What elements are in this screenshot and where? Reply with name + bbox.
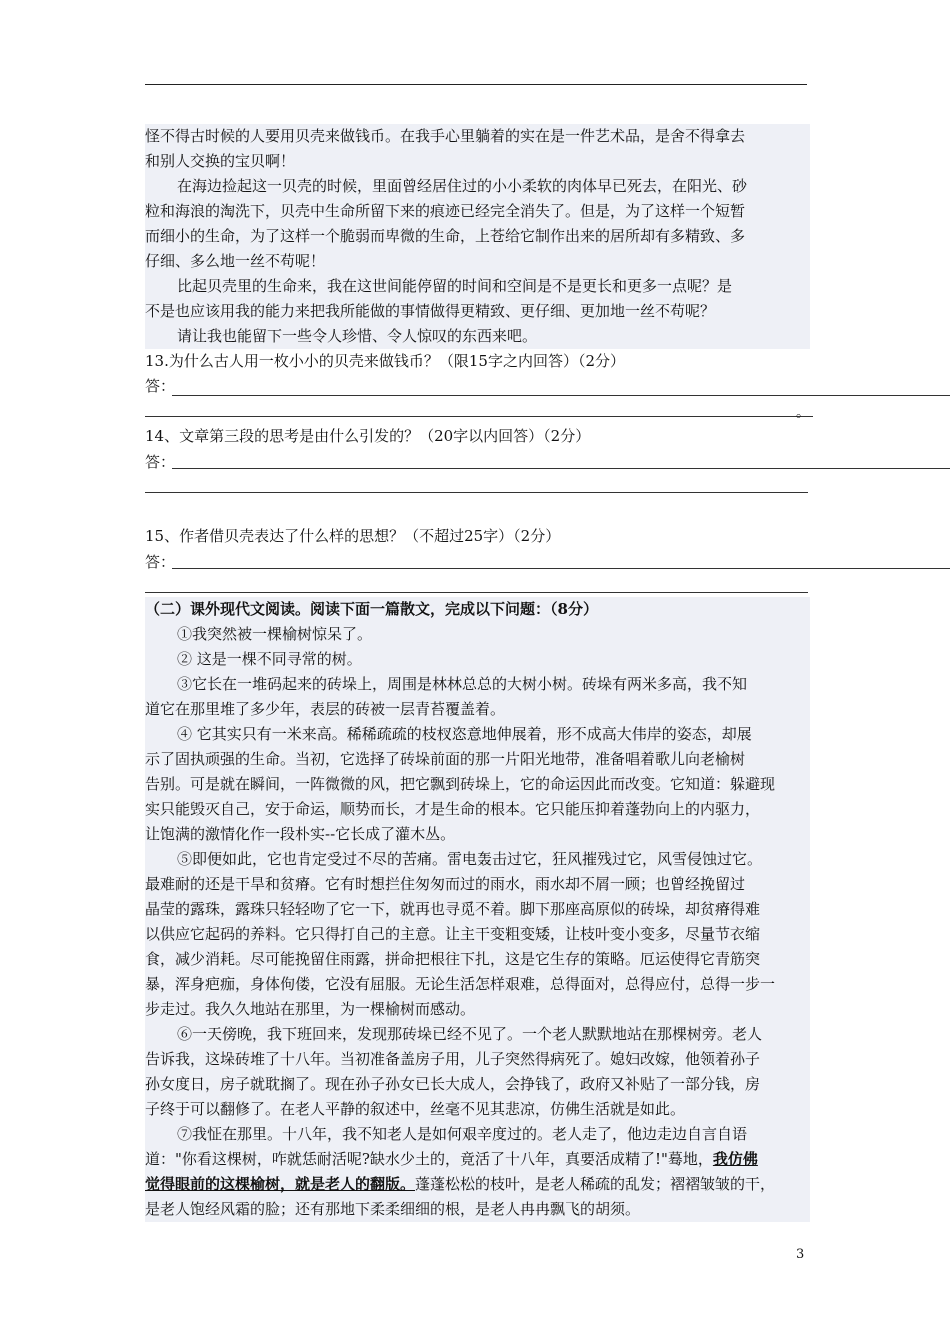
section-2-heading: （二）课外现代文阅读。阅读下面一篇散文，完成以下问题：（8分） <box>145 597 810 622</box>
passage-line: 最难耐的还是干旱和贫瘠。它有时想拦住匆匆而过的雨水，雨水却不屑一顾；也曾经挽留过 <box>145 875 746 893</box>
passage-line: ③它长在一堆码起来的砖垛上，周围是林林总总的大树小树。砖垛有两米多高，我不知 <box>177 675 748 693</box>
passage-1 <box>145 124 810 349</box>
passage-line: ④ 它其实只有一米来高。稀稀疏疏的枝杈恣意地伸展着，形不成高大伟岸的姿态，却展 <box>177 725 752 743</box>
answer-label-14: 答： <box>145 453 176 471</box>
passage-line: 怪不得古时候的人要用贝壳来做钱币。在我手心里躺着的实在是一件艺术品，是舍不得拿去 <box>145 127 746 145</box>
passage-line: 不是也应该用我的能力来把我所能做的事情做得更精致、更仔细、更加地一丝不苟呢？ <box>145 302 716 320</box>
answer-line-14b[interactable] <box>145 492 808 493</box>
underlined-key-sentence-b: 觉得眼前的这棵榆树，就是老人的翻版。 <box>145 1175 416 1193</box>
answer-line-13a[interactable] <box>172 395 950 396</box>
answer-label-15: 答： <box>145 553 176 571</box>
passage-line: 示了固执顽强的生命。当初，它选择了砖垛前面的那一片阳光地带，准备唱着歌儿向老榆树 <box>145 750 746 768</box>
passage-line: ①我突然被一棵榆树惊呆了。 <box>177 625 373 643</box>
passage-line: 实只能毁灭自己，安于命运，顺势而长，才是生命的根本。它只能压抑着蓬勃向上的内驱力， <box>145 800 761 818</box>
passage-line: 而细小的生命，为了这样一个脆弱而卑微的生命，上苍给它制作出来的居所却有多精致、多 <box>145 227 746 245</box>
answer-line-15b[interactable] <box>145 592 808 593</box>
passage-line: 告诉我，这垛砖堆了十八年。当初准备盖房子用，儿子突然得病死了。媳妇改嫁，他领着孙子 <box>145 1050 761 1068</box>
line-23-text: 蓬蓬松松的枝叶，是老人稀疏的乱发；褶褶皱皱的干， <box>415 1175 776 1193</box>
passage-line: 请让我也能留下一些令人珍惜、令人惊叹的东西来吧。 <box>177 327 538 345</box>
passage-line: 步走过。我久久地站在那里，为一棵榆树而感动。 <box>145 1000 476 1018</box>
section-2-passage <box>145 622 810 1147</box>
passage-line: ⑦我怔在那里。十八年，我不知老人是如何艰辛度过的。老人走了，他边走边自言自语 <box>177 1125 748 1143</box>
section-2-line-22 <box>145 1147 810 1172</box>
passage-line: ② 这是一棵不同寻常的树。 <box>177 650 362 668</box>
underlined-key-sentence-a: 我仿佛 <box>712 1150 758 1168</box>
passage-line: 告别。可是就在瞬间，一阵微微的风，把它飘到砖垛上，它的命运因此而改变。它知道：躲避现 <box>145 775 776 793</box>
period-mark: 。 <box>796 405 810 421</box>
passage-line: 粒和海浪的淘洗下，贝壳中生命所留下来的痕迹已经完全消失了。但是，为了这样一个短暂 <box>145 202 746 220</box>
answer-label-13: 答： <box>145 377 176 395</box>
answer-line-13b[interactable] <box>145 416 813 417</box>
passage-line: ⑥一天傍晚，我下班回来，发现那砖垛已经不见了。一个老人默默地站在那棵树旁。老人 <box>177 1025 763 1043</box>
answer-line-14a[interactable] <box>172 468 950 469</box>
line-22-text: 道："你看这棵树，咋就恁耐活呢?缺水少土的，竟活了十八年，真要活成精了!"蓦地， <box>145 1150 713 1168</box>
passage-line: 和别人交换的宝贝啊！ <box>145 152 296 170</box>
passage-line: 暴，浑身疤痂，身体佝偻，它没有屈服。无论生活怎样艰难，总得面对，总得应付，总得一步一 <box>145 975 776 993</box>
passage-line: 道它在那里堆了多少年，表层的砖被一层青苔覆盖着。 <box>145 700 506 718</box>
question-14: 14、文章第三段的思考是由什么引发的？（20字以内回答）（2分） <box>145 427 591 445</box>
page-number: 3 <box>796 1247 805 1262</box>
passage-line: 孙女度日，房子就耽搁了。现在孙子孙女已长大成人，会挣钱了，政府又补贴了一部分钱，房 <box>145 1075 761 1093</box>
passage-line: ⑤即便如此，它也肯定受过不尽的苦痛。雷电轰击过它，狂风摧残过它，风雪侵蚀过它。 <box>177 850 763 868</box>
question-15: 15、作者借贝壳表达了什么样的思想？（不超过25字）（2分） <box>145 527 561 545</box>
answer-line-15a[interactable] <box>172 568 950 569</box>
header-rule <box>145 84 807 85</box>
passage-line: 让饱满的激情化作一段朴实--它长成了灌木丛。 <box>145 825 456 843</box>
passage-line: 以供应它起码的养料。它只得打自己的主意。让主干变粗变矮，让枝叶变小变多，尽量节衣缩 <box>145 925 761 943</box>
section-2-line-23 <box>145 1172 810 1197</box>
passage-line: 子终于可以翻修了。在老人平静的叙述中，丝毫不见其悲凉，仿佛生活就是如此。 <box>145 1100 686 1118</box>
question-13: 13.为什么古人用一枚小小的贝壳来做钱币？（限15字之内回答）（2分） <box>145 352 625 370</box>
passage-line: 晶莹的露珠，露珠只轻轻吻了它一下，就再也寻觅不着。脚下那座高原似的砖垛，却贫瘠得难 <box>145 900 761 918</box>
passage-line: 在海边捡起这一贝壳的时候，里面曾经居住过的小小柔软的肉体早已死去，在阳光、砂 <box>177 177 748 195</box>
passage-line: 仔细、多么地一丝不苟呢！ <box>145 252 326 270</box>
section-2-line-24: 是老人饱经风霜的脸；还有那地下柔柔细细的根，是老人冉冉飘飞的胡须。 <box>145 1197 810 1222</box>
passage-line: 食，减少消耗。尽可能挽留住雨露，拼命把根往下扎，这是它生存的策略。厄运使得它青筋突 <box>145 950 761 968</box>
passage-line: 比起贝壳里的生命来，我在这世间能停留的时间和空间是不是更长和更多一点呢？是 <box>177 277 733 295</box>
